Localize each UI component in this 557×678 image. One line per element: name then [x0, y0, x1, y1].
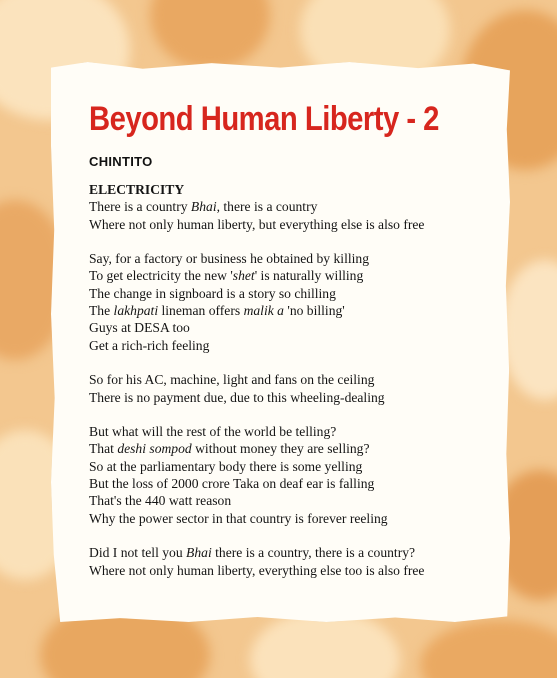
line-text: But the loss of 2000 crore Taka on deaf ear is falling	[89, 476, 375, 492]
line-text: Where not only human liberty, but everything else is also free	[89, 216, 425, 232]
line-text: there is a country, there is a country?	[211, 545, 416, 561]
poem-line	[89, 475, 499, 492]
poem-stanzas	[89, 198, 499, 579]
poem-line	[89, 510, 499, 527]
italic-word: malik a	[243, 303, 284, 319]
line-text: 'no billing'	[283, 303, 345, 319]
poem-line	[89, 492, 499, 509]
poem-line	[89, 285, 499, 302]
italic-word: deshi sompod	[117, 441, 192, 457]
line-text: Get a rich-rich feeling	[89, 337, 210, 353]
stanza-gap	[89, 527, 499, 544]
poem-heading: ELECTRICITY	[89, 182, 185, 197]
line-text: Why the power sector in that country is forever reeling	[89, 510, 388, 526]
article-title: Beyond Human Liberty - 2	[89, 100, 439, 138]
poem-line	[89, 337, 499, 354]
line-text: So at the parliamentary body there is some yelling	[89, 458, 363, 474]
line-text: To get electricity the new '	[89, 268, 233, 284]
poem-line	[89, 562, 499, 579]
line-text: There is a country	[89, 199, 191, 215]
line-text: Did I not tell you	[89, 545, 187, 561]
poem-line	[89, 198, 499, 215]
line-text: That	[89, 441, 118, 457]
stanza-gap	[89, 233, 499, 250]
poem-line	[89, 440, 499, 457]
author-name: CHINTITO	[89, 154, 153, 169]
poem-line	[89, 250, 499, 267]
line-text: But what will the rest of the world be telling?	[89, 424, 337, 440]
poem-line	[89, 319, 499, 336]
line-text: Guys at DESA too	[89, 320, 190, 336]
poem-line	[89, 458, 499, 475]
italic-word: Bhai	[186, 545, 212, 561]
italic-word: Bhai	[190, 199, 217, 215]
line-text: So for his AC, machine, light and fans on the ceiling	[89, 372, 375, 388]
line-text: The	[89, 303, 114, 319]
poem-body	[89, 181, 499, 579]
poem-line	[89, 267, 499, 284]
line-text: lineman offers	[158, 303, 244, 319]
stanza-gap	[89, 406, 499, 423]
poem-line	[89, 423, 499, 440]
stanza-gap	[89, 354, 499, 371]
line-text: The change in signboard is a story so chilling	[89, 285, 336, 301]
poem-line	[89, 389, 499, 406]
poem-line	[89, 216, 499, 233]
line-text: ' is naturally willing	[254, 268, 364, 284]
line-text: There is no payment due, due to this wheeling-dealing	[89, 389, 385, 405]
line-text: , there is a country	[216, 199, 318, 215]
poem-line	[89, 544, 499, 561]
italic-word: shet	[232, 268, 255, 284]
poem-line	[89, 302, 499, 319]
italic-word: lakhpati	[113, 303, 159, 319]
poem-line	[89, 371, 499, 388]
line-text: without money they are selling?	[191, 441, 370, 457]
line-text: Say, for a factory or business he obtained by killing	[89, 251, 369, 267]
line-text: Where not only human liberty, everything else too is also free	[89, 562, 425, 578]
line-text: That's the 440 watt reason	[89, 493, 232, 509]
